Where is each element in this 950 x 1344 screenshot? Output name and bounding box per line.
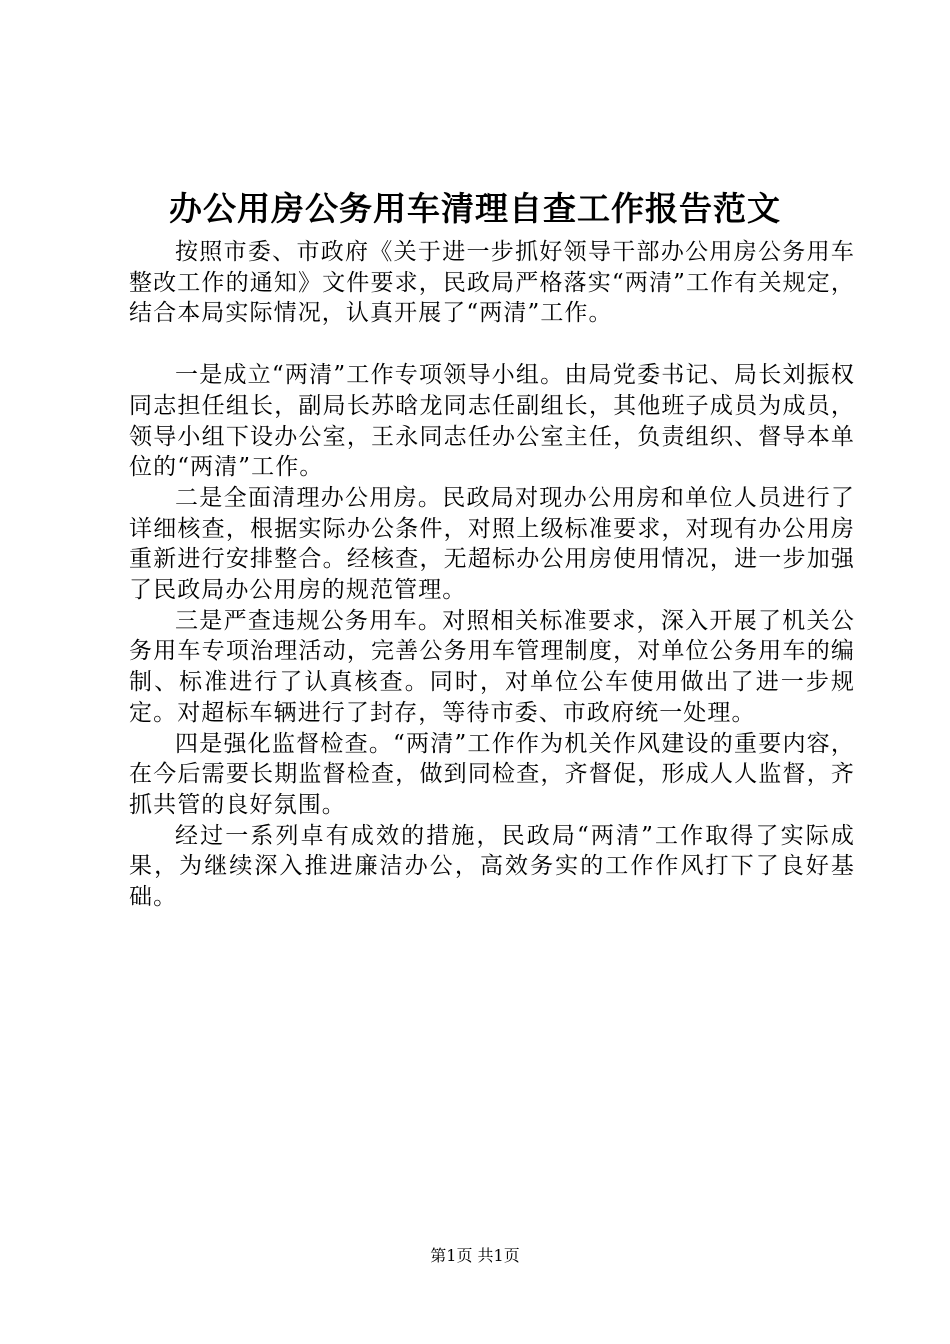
item-two-paragraph: 二是全面清理办公用房。民政局对现办公用房和单位人员进行了详细核查，根据实际办公条件，对照上级标准要求，对现有办公用房重新进行安排整合。经核查，无超标办公用房使用情况，进一步加强了民政局办公用房的规范管理。 — [129, 484, 855, 604]
intro-paragraph: 按照市委、市政府《关于进一步抓好领导干部办公用房公务用车整改工作的通知》文件要求，民政局严格落实“两清”工作有关规定，结合本局实际情况，认真开展了“两清”工作。 — [129, 239, 855, 327]
item-four-paragraph: 四是强化监督检查。“两清”工作作为机关作风建设的重要内容，在今后需要长期监督检查，做到同检查，齐督促，形成人人监督，齐抓共管的良好氛围。 — [129, 730, 855, 818]
conclusion-paragraph: 经过一系列卓有成效的措施，民政局“两清”工作取得了实际成果，为继续深入推进廉洁办公，高效务实的工作作风打下了良好基础。 — [129, 822, 855, 911]
page-footer — [0, 1244, 950, 1268]
item-one-paragraph: 一是成立“两清”工作专项领导小组。由局党委书记、局长刘振权同志担任组长，副局长苏晗龙同志任副组长，其他班子成员为成员，领导小组下设办公室，王永同志任办公室主任，负责组织、督导本单位的“两清”工作。 — [129, 362, 855, 481]
paragraph-gap — [129, 329, 855, 360]
document-body — [129, 237, 855, 913]
page-number: 第1页 — [430, 1246, 473, 1265]
item-three-paragraph: 三是严查违规公务用车。对照相关标准要求，深入开展了机关公务用车专项治理活动，完善公务用车管理制度，对单位公务用车的编制、标准进行了认真核查。同时，对单位公车使用做出了进一步规定。对超标车辆进行了封存，等待市委、市政府统一处理。 — [129, 607, 855, 726]
document-title: 办公用房公务用车清理自查工作报告范文 — [169, 189, 781, 228]
page-total: 共1页 — [477, 1246, 520, 1265]
